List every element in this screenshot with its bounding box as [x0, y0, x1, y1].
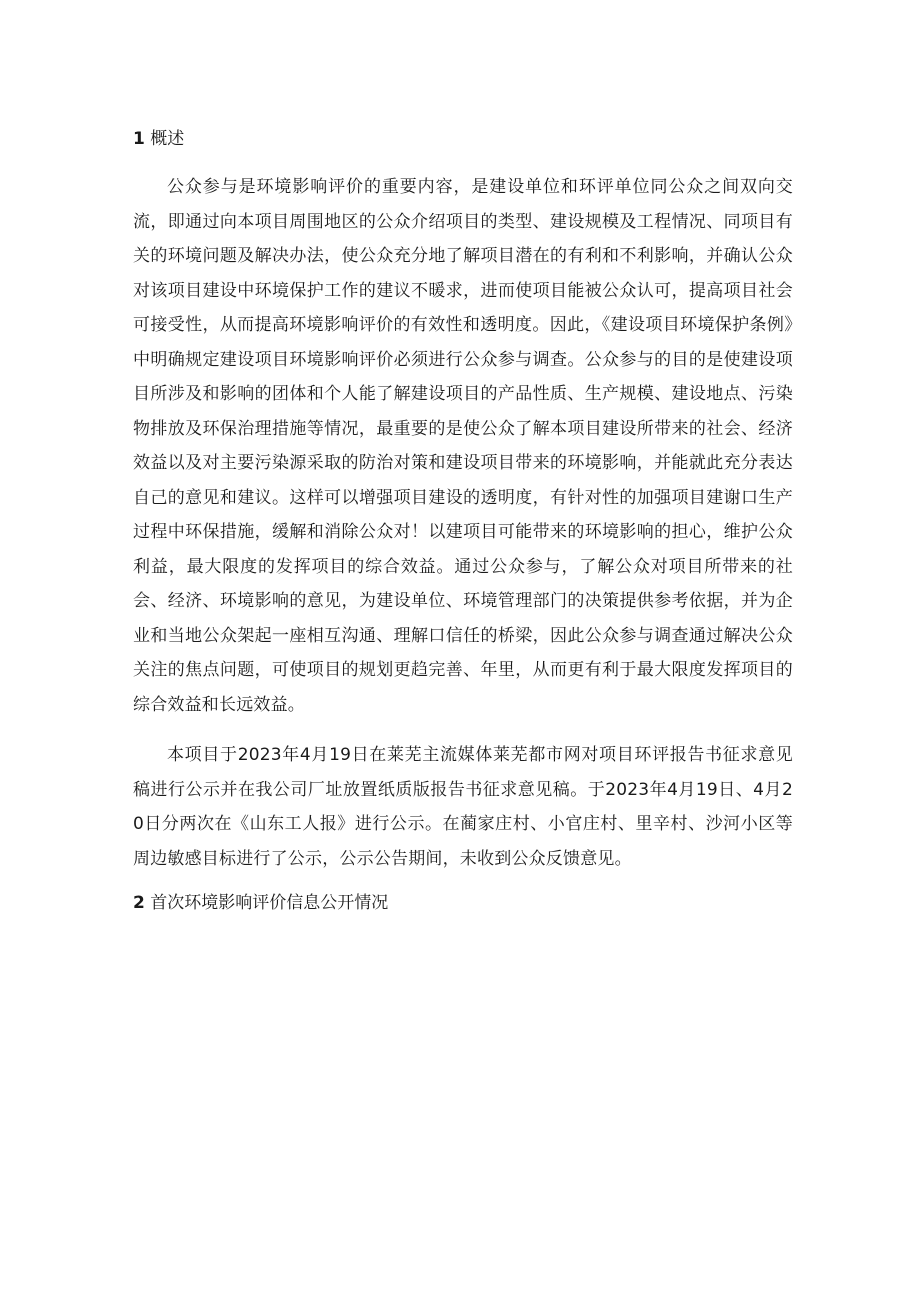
document-body	[133, 124, 793, 918]
section-2-title: 首次环境影响评价信息公开情况	[150, 893, 389, 913]
paragraph-public-participation-overview: 公众参与是环境影响评价的重要内容，是建设单位和环评单位同公众之间双向交流，即通过向本项目周围地区的公众介绍项目的类型、建设规模及工程情况、同项目有关的环境问题及解决办法，使公众充分地了解项目潜在的有利和不利影响，并确认公众对该项目建设中环境保护工作的建议不暖求，进而使项目能被公众认可，提高项目社会可接受性，从而提高环境影响评价的有效性和透明度。因此，《建设项目环境保护条例》中明确规定建设项目环境影响评价必须进行公众参与调查。公众参与的目的是使建设项目所涉及和影响的团体和个人能了解建设项目的产品性质、生产规模、建设地点、污染物排放及环保治理措施等情况，最重要的是使公众了解本项目建设所带来的社会、经济效益以及对主要污染源采取的防治对策和建设项目带来的环境影响，并能就此充分表达自己的意见和建议。这样可以增强项目建设的透明度，有针对性的加强项目建谢口生产过程中环保措施，缓解和消除公众对！以建项目可能带来的环境影响的担心，维护公众利益，最大限度的发挥项目的综合效益。通过公众参与，了解公众对项目所带来的社会、经济、环境影响的意见，为建设单位、环境管理部门的决策提供参考依据，并为企业和当地公众架起一座相互沟通、理解口信任的桥梁，因此公众参与调查通过解决公众关注的焦点问题，可使项目的规划更趋完善、年里，从而更有利于最大限度发挥项目的综合效益和长远效益。	[133, 177, 793, 715]
paragraph-publicity-details: 本项目于2023年4月19日在莱芜主流媒体莱芜都市网对项目环评报告书征求意见稿进行公示并在我公司厂址放置纸质版报告书征求意见稿。于2023年4月19日、4月20日分两次在《山东工人报》进行公示。在蔺家庄村、小官庄村、里辛村、沙河小区等周边敏感目标进行了公示，公示公告期间，未收到公众反馈意见。	[133, 745, 793, 869]
section-1-title: 概述	[150, 129, 185, 149]
section-2-heading	[133, 888, 793, 918]
section-2-number: 2	[133, 893, 145, 913]
section-1-heading	[133, 124, 793, 154]
section-1-number: 1	[133, 129, 145, 149]
